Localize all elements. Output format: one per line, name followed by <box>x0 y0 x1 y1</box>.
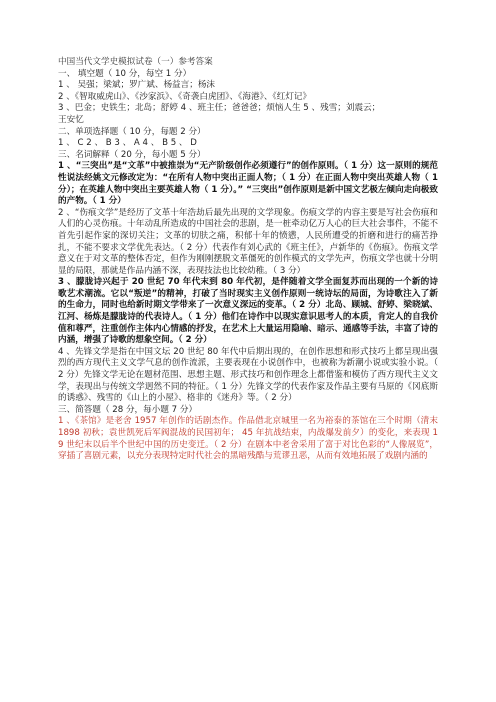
section-1-answer-1: 1 、 吴强；梁斌；罗广斌、杨益言；杨沫 <box>58 80 216 91</box>
section-3-answer-2: 2 、“伤痕文学”是经历了文革十年浩劫后最先出现的文学现象。伤痕文学的内容主要是写社会伤痕和人们的心灵伤痕。十年动乱所造成的中国社会的悲剧，是一桩牵动亿万人心的巨大社会事件，不能不首先引起作家的深切关注；文革的切肤之痛，积郁十年的愤懑，人民所遭受的折磨和进行的痛苦挣扎，不能不要求文学优先表达。（ 2 分）代表作有刘心武的《班主任》，卢新华的《伤痕》。伤痕文学意义在于对文革的整体否定，但作为刚刚摆脱文革僵死的创作模式的文学先声，伤痕文学也就十分明显的局限，那就是作品内涵不深，表现技法也比较幼稚。（ 3 分） <box>58 207 438 276</box>
section-4-heading: 三、简答题（ 28 分，每小题 7 分） <box>58 404 198 415</box>
section-3-heading: 三、名词解释（ 20 分，每小题 5 分） <box>58 149 206 160</box>
section-3-answer-3: 3 、朦胧诗兴起于 20 世纪 70 年代末到 80 年代初，是伴随着文学全面复苏而出现的一个新的诗歌艺术潮流。它以“叛逆”的精神，打破了当时现实主义创作原则一统诗坛的局面，为诗歌注入了新的生命力，同时也给新时期文学带来了一次意义深远的变革。（ 2 分）北岛、顾城、舒婷、梁晓斌、江河、杨炼是朦胧诗的代表诗人。（ 1 分）他们在诗作中以现实意识思考人的本质，肯定人的自我价值和尊严，注重创作主体内心情感的抒发，在艺术上大量运用隐喻、暗示、通感等手法，丰富了诗的内涵，增强了诗歌的想象空间。（ 2 分） <box>58 277 438 346</box>
section-1-heading: 一、 填空题（ 10 分，每空 1 分） <box>58 68 192 79</box>
section-1-answer-2: 2 、《智取威虎山》、《沙家浜》、《奇袭白虎团》、《海港》、《红灯记》 <box>58 91 312 102</box>
section-1-answer-3-cont: 王安忆 <box>58 114 84 125</box>
section-2-heading: 二、单项选择题（ 10 分，每题 2 分） <box>58 126 206 137</box>
document-title: 中国当代文学史模拟试卷（一）参考答案 <box>58 57 213 67</box>
section-1-answer-3: 3 、巴金；史铁生；北岛；舒婷 4 、班主任；爸爸爸；烦恼人生 5 、残雪；刘震云； <box>58 103 381 114</box>
section-4-answer-1: 1 、《茶馆》是老舍 1957 年创作的话剧杰作。作品借北京城里一名为裕泰的茶馆在三个时期（清末 1898 初秋；袁世凯死后军阀混战的民国初年； 45 年抗战结束，内战爆发前夕）的变化，来表现 19 世纪末以后半个世纪中国的历史变迁。（ 2 分）在剧本中老舍采用了富于对比色彩的“人像展览”，穿插了喜剧元素，以充分表现特定时代社会的黑暗残酷与荒谬丑恶，从而有效地拓展了戏剧内涵的 <box>58 416 438 462</box>
section-2-answers: 1 、 C 2 、 B 3 、 A 4 、 B 5 、 D <box>58 138 197 149</box>
section-3-answer-4: 4 、先锋文学是指在中国文坛 20 世纪 80 年代中后期出现的，在创作思想和形式技巧上都呈现出强烈的西方现代主义文学气息的创作流派，主要表现在小说创作中，也被称为新潮小说或实验小说。（ 2 分）先锋文学无论在题材范围、思想主题、形式技巧和创作理念上都借鉴和模仿了西方现代主义文学，表现出与传统文学迥然不同的特征。（ 1 分）先锋文学的代表作家及作品主要有马原的《冈底斯的诱惑》、残雪的《山上的小屋》、格非的《迷舟》等。（ 2 分） <box>58 346 438 404</box>
section-3-answer-1: 1 、“三突出”是“文革”中被推崇为“无产阶级创作必须遵行”的创作原则。（ 1 分）这一原则的规范性说法经姚文元修改定为：“在所有人物中突出正面人物；（ 1 分）在正面人物中突出英雄人物（ 1 分）；在英雄人物中突出主要英雄人物（ 1 分）。” “三突出”创作原则是新中国文艺极左倾向走向极致的产物。（ 1 分） <box>58 161 438 207</box>
